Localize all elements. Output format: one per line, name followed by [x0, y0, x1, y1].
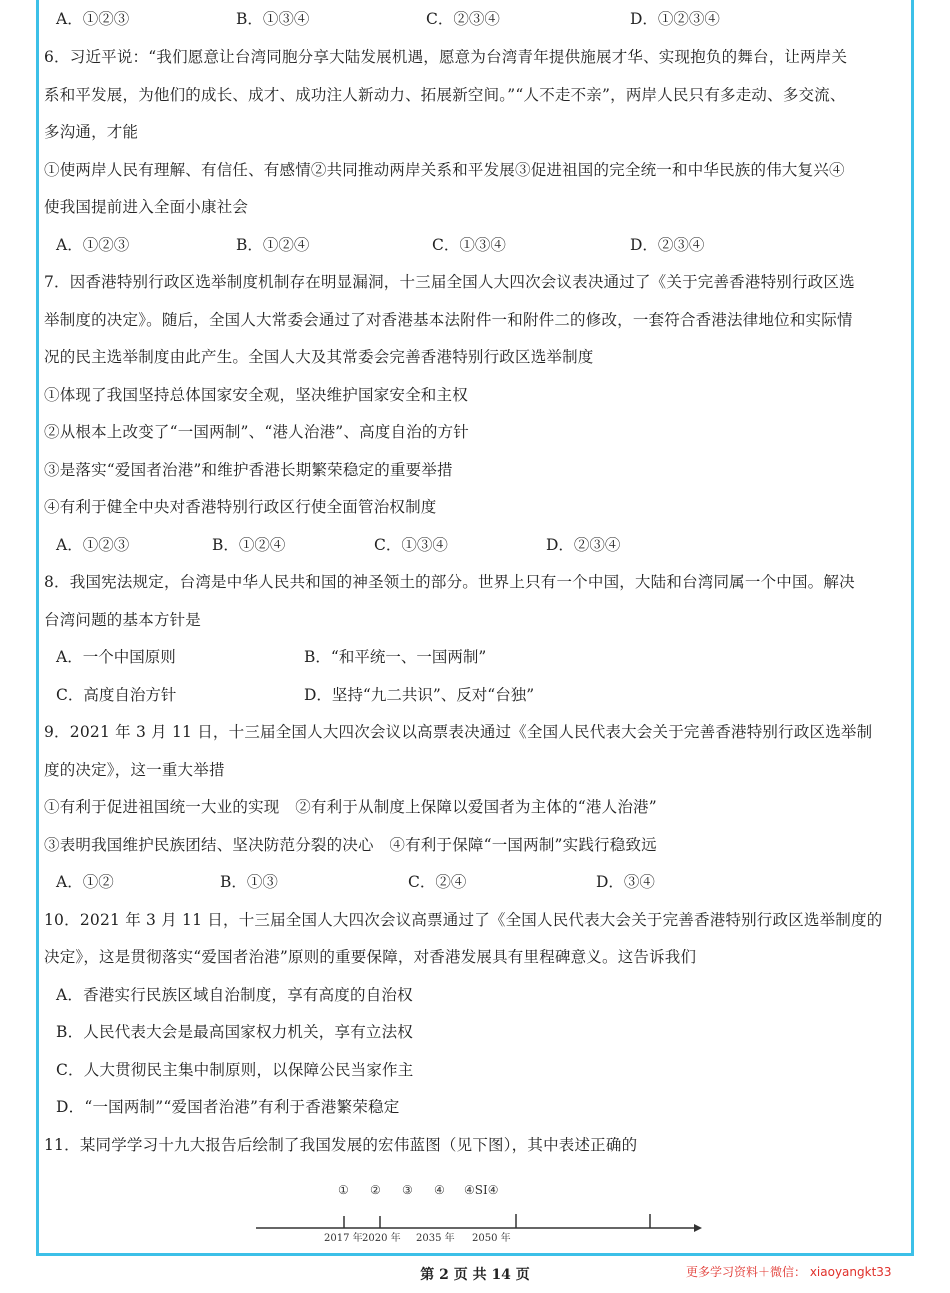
q6-stem-line-2: 系和平发展，为他们的成长、成才、成功注人新动力、拓展新空间。”“人不走不亲”，两岸人民只有多走动、多交流、: [44, 86, 846, 104]
timeline-year-2050: 2050 年: [472, 1233, 511, 1244]
q8-stem-line-2: 台湾问题的基本方针是: [44, 611, 202, 629]
q7-option-d: D．②③④: [546, 536, 621, 554]
q9-option-d: D．③④: [596, 873, 655, 891]
q9-statements-line-2: ③表明我国维护民族团结、坚决防范分裂的决心 ④有利于保障“一国两制”实践行稳致远: [44, 836, 657, 854]
q6-statements-line-1: ①使两岸人民有理解、有信任、有感情②共同推动两岸关系和平发展③促进祖国的完全统一和中华民族的伟大复兴④: [44, 161, 845, 179]
q5-option-a: A．①②③: [56, 10, 130, 28]
q5-option-c: C．②③④: [426, 10, 500, 28]
timeline-marker-3: ③: [402, 1183, 413, 1197]
q9-stem-line-1: 9．2021 年 3 月 11 日，十三届全国人大四次会议以高票表决通过《全国人民代表大会关于完善香港特别行政区选举制: [44, 723, 873, 741]
timeline-year-2035: 2035 年: [416, 1233, 455, 1244]
q5-option-b: B．①③④: [236, 10, 310, 28]
timeline-marker-2: ②: [370, 1183, 381, 1197]
q7-stem-line-3: 况的民主选举制度由此产生。全国人大及其常委会完善香港特别行政区选举制度: [44, 348, 594, 366]
q7-option-c: C．①③④: [374, 536, 448, 554]
q7-statement-2: ②从根本上改变了“一国两制”、“港人治港”、高度自治的方针: [44, 423, 469, 441]
timeline-marker-5: ④SI④: [464, 1183, 499, 1197]
q7-stem-line-1: 7．因香港特别行政区选举制度机制存在明显漏洞，十三届全国人大四次会议表决通过了《关于完善香港特别行政区选: [44, 273, 855, 291]
q10-option-a: A．香港实行民族区域自治制度，享有高度的自治权: [56, 986, 413, 1004]
q6-option-d: D．②③④: [630, 236, 705, 254]
development-timeline-figure: [44, 1170, 910, 1250]
wechat-promo-text: 更多学习资料＋微信： xiaoyangkt33: [686, 1265, 892, 1279]
q7-statement-4: ④有利于健全中央对香港特别行政区行使全面管治权制度: [44, 498, 437, 516]
q6-option-a: A．①②③: [56, 236, 130, 254]
q6-stem-line-1: 6．习近平说：“我们愿意让台湾同胞分享大陆发展机遇，愿意为台湾青年提供施展才华、实现抱负的舞台，让两岸关: [44, 48, 848, 66]
q8-option-c: C．高度自治方针: [56, 686, 177, 704]
timeline-marker-1: ①: [338, 1183, 349, 1197]
q10-stem-line-1: 10．2021 年 3 月 11 日，十三届全国人大四次会议高票通过了《全国人民代表大会关于完善香港特别行政区选举制度的: [44, 911, 883, 929]
q8-option-d: D．坚持“九二共识”、反对“台独”: [304, 686, 535, 704]
q6-stem-line-3: 多沟通，才能: [44, 123, 139, 141]
q7-option-b: B．①②④: [212, 536, 286, 554]
q7-statement-1: ①体现了我国坚持总体国家安全观，坚决维护国家安全和主权: [44, 386, 468, 404]
q7-statement-3: ③是落实“爱国者治港”和维护香港长期繁荣稳定的重要举措: [44, 461, 453, 479]
timeline-year-2020: 2020 年: [362, 1233, 401, 1244]
q6-option-c: C．①③④: [432, 236, 506, 254]
q8-stem-line-1: 8．我国宪法规定，台湾是中华人民共和国的神圣领土的部分。世界上只有一个中国，大陆和台湾同属一个中国。解决: [44, 573, 855, 591]
q5-option-d: D．①②③④: [630, 10, 720, 28]
q9-statements-line-1: ①有利于促进祖国统一大业的实现 ②有利于从制度上保障以爱国者为主体的“港人治港”: [44, 798, 657, 816]
q8-option-a: A．一个中国原则: [56, 648, 176, 666]
timeline-arrow: [694, 1224, 702, 1232]
q10-option-d: D．“一国两制”“爱国者治港”有利于香港繁荣稳定: [56, 1098, 400, 1116]
q10-option-c: C．人大贯彻民主集中制原则，以保障公民当家作主: [56, 1061, 414, 1079]
q9-option-a: A．①②: [56, 873, 114, 891]
q11-stem: 11．某同学学习十九大报告后绘制了我国发展的宏伟蓝图（见下图），其中表述正确的: [44, 1136, 638, 1154]
q6-statements-line-2: 使我国提前进入全面小康社会: [44, 198, 249, 216]
q6-option-b: B．①②④: [236, 236, 310, 254]
page-number: 第 2 页 共 14 页: [420, 1267, 530, 1283]
timeline-marker-4: ④: [434, 1183, 445, 1197]
q7-option-a: A．①②③: [56, 536, 130, 554]
q9-option-c: C．②④: [408, 873, 467, 891]
q9-stem-line-2: 度的决定》，这一重大举措: [44, 761, 225, 779]
timeline-year-2017: 2017 年: [324, 1233, 363, 1244]
q8-option-b: B．“和平统一、一国两制”: [304, 648, 487, 666]
q10-stem-line-2: 决定》，这是贯彻落实“爱国者治港”原则的重要保障，对香港发展具有里程碑意义。这告诉我们: [44, 948, 697, 966]
q7-stem-line-2: 举制度的决定》。随后，全国人大常委会通过了对香港基本法附件一和附件二的修改，一套符合香港法律地位和实际情: [44, 311, 853, 329]
q10-option-b: B．人民代表大会是最高国家权力机关，享有立法权: [56, 1023, 413, 1041]
q9-option-b: B．①③: [220, 873, 278, 891]
